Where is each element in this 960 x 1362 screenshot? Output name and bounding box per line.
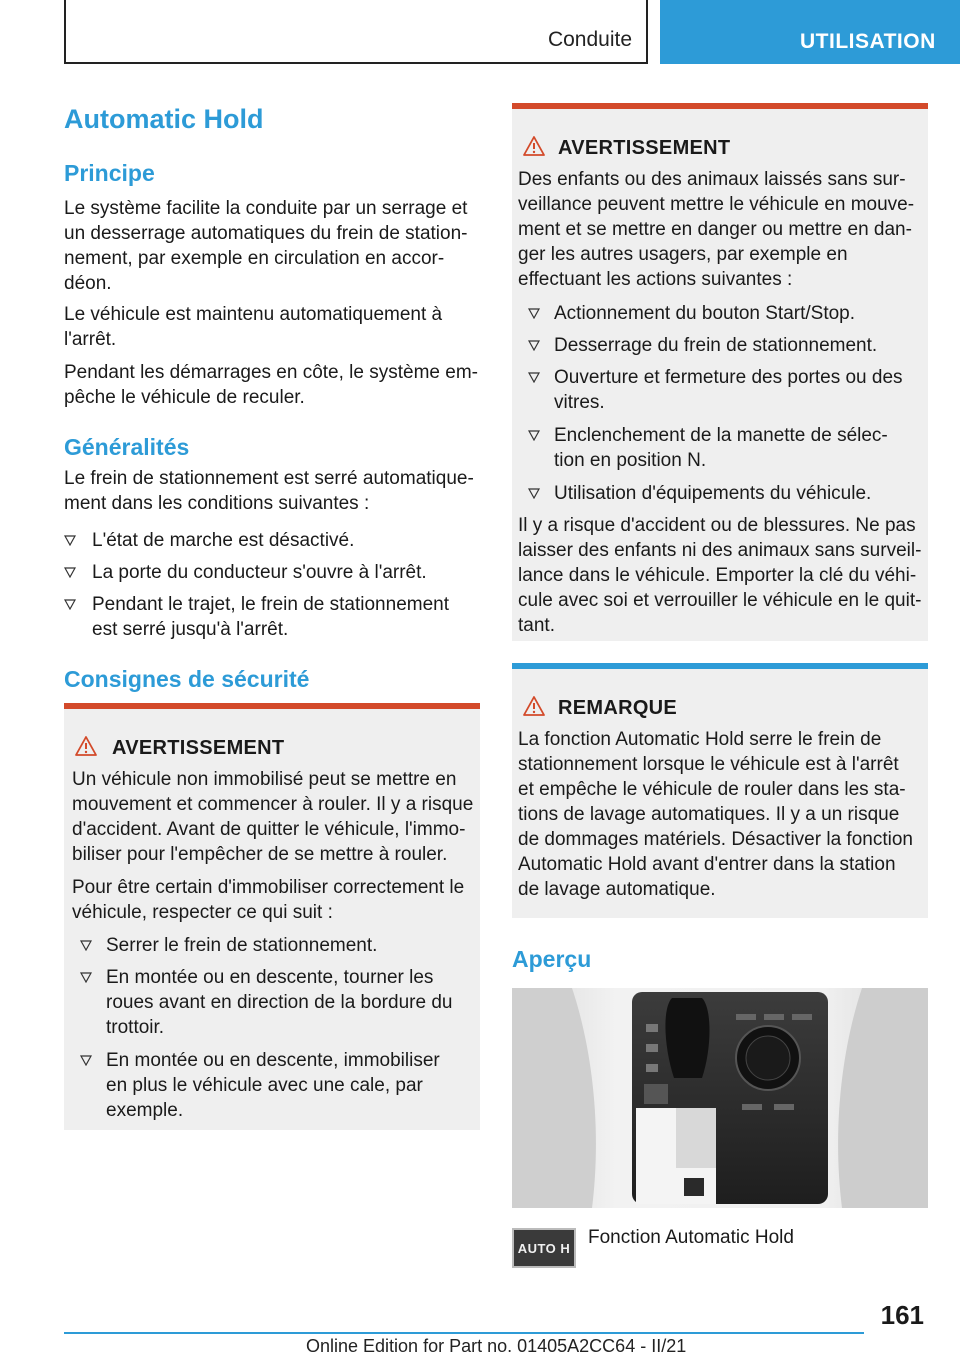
warning-paragraph-1 xyxy=(518,167,914,292)
page-title: Automatic Hold xyxy=(64,104,264,134)
text-line: ment et se mettre en danger ou mettre en dan- xyxy=(518,219,912,240)
list-item-text: exemple. xyxy=(106,1100,184,1121)
text-line: Pour être certain d'immobiliser correctement le xyxy=(72,877,465,898)
text-line: et empêche le véhicule de rouler dans les sta- xyxy=(518,779,906,800)
center-console-illustration xyxy=(512,988,928,1208)
list-item xyxy=(64,528,354,553)
text-line: cule avec soi et verrouiller le véhicule en le quit- xyxy=(518,590,922,611)
apercu-heading: Aperçu xyxy=(512,946,592,972)
text-line: tions de lavage automatiques. Il y a un risque xyxy=(518,804,900,825)
warning-paragraph-2 xyxy=(72,875,464,925)
text-line: Automatic Hold avant d'entrer dans la station xyxy=(518,854,896,875)
list-item xyxy=(80,933,377,958)
text-line: Le frein de stationnement est serré automatique- xyxy=(64,468,474,489)
list-item-text: est serré jusqu'à l'arrêt. xyxy=(92,619,289,640)
list-item-text: L'état de marche est désactivé. xyxy=(92,530,355,551)
text-line: Le véhicule est maintenu automatiquement à xyxy=(64,304,443,325)
list-item-text: En montée ou en descente, immobiliser xyxy=(106,1050,440,1071)
text-line: ger les autres usagers, par exemple en xyxy=(518,244,848,265)
list-item-text: tion en position N. xyxy=(554,450,707,471)
page-number: 161 xyxy=(880,1300,924,1330)
warning-paragraph-1 xyxy=(72,767,473,867)
note-title: REMARQUE xyxy=(558,697,678,719)
list-item-text: La porte du conducteur s'ouvre à l'arrêt. xyxy=(92,562,427,583)
triangle-bullet-icon xyxy=(528,371,540,383)
text-line: d'accident. Avant de quitter le véhicule, l'immo- xyxy=(72,819,466,840)
triangle-bullet-icon xyxy=(528,487,540,499)
list-item-text: Utilisation d'équipements du véhicule. xyxy=(554,483,872,504)
warning-triangle-icon xyxy=(522,695,546,717)
footer-divider xyxy=(64,1332,864,1334)
list-item xyxy=(528,365,903,415)
list-item-text: Ouverture et fermeture des portes ou des xyxy=(554,367,903,388)
text-line: La fonction Automatic Hold serre le frein de xyxy=(518,729,882,750)
auto-h-label: AUTO H xyxy=(517,1240,571,1256)
header-section-box xyxy=(64,0,648,64)
list-item-text: roues avant en direction de la bordure du xyxy=(106,992,453,1013)
list-item-text: vitres. xyxy=(554,392,605,413)
principe-paragraph-3 xyxy=(64,360,478,410)
text-line: effectuant les actions suivantes : xyxy=(518,269,793,290)
text-line: Pendant les démarrages en côte, le système em- xyxy=(64,362,478,383)
list-item xyxy=(528,481,871,506)
list-item xyxy=(528,333,877,358)
text-line: Des enfants ou des animaux laissés sans sur- xyxy=(518,169,906,190)
note-box xyxy=(512,663,928,918)
warning-box xyxy=(64,703,480,1130)
principe-paragraph-1 xyxy=(64,196,467,296)
list-item-text: Serrer le frein de stationnement. xyxy=(106,935,378,956)
text-line: de lavage automatique. xyxy=(518,879,716,900)
text-line: stationnement lorsque le véhicule est à l'arrêt xyxy=(518,754,899,775)
text-line: véhicule, respecter ce qui suit : xyxy=(72,902,333,923)
triangle-bullet-icon xyxy=(528,307,540,319)
warning-title: AVERTISSEMENT xyxy=(112,737,285,759)
text-line: laisser des enfants ni des animaux sans surveil- xyxy=(518,540,922,561)
text-line: Le système facilite la conduite par un serrage et xyxy=(64,198,468,219)
text-line: veillance peuvent mettre le véhicule en mouve- xyxy=(518,194,915,215)
text-line: lance dans le véhicule. Emporter la clé du véhi- xyxy=(518,565,917,586)
warning-paragraph-2 xyxy=(518,513,921,638)
footer-edition: Online Edition for Part no. 01405A2CC64 - II/21 xyxy=(306,1336,687,1356)
list-item-text: Desserrage du frein de stationnement. xyxy=(554,335,878,356)
text-line: déon. xyxy=(64,273,112,294)
triangle-bullet-icon xyxy=(528,339,540,351)
list-item xyxy=(80,1048,440,1123)
triangle-bullet-icon xyxy=(528,429,540,441)
list-item-text: trottoir. xyxy=(106,1017,165,1038)
text-line: tant. xyxy=(518,615,555,636)
text-line: de dommages matériels. Désactiver la fonction xyxy=(518,829,913,850)
auto-h-button-icon xyxy=(512,1228,576,1268)
generalites-intro xyxy=(64,466,474,516)
list-item-text: Pendant le trajet, le frein de stationnement xyxy=(92,594,450,615)
list-item-text: Actionnement du bouton Start/Stop. xyxy=(554,303,856,324)
list-item-text: Enclenchement de la manette de sélec- xyxy=(554,425,888,446)
note-paragraph xyxy=(518,727,913,902)
text-line: nement, par exemple en circulation en accor- xyxy=(64,248,445,269)
triangle-bullet-icon xyxy=(80,971,92,983)
list-item xyxy=(64,560,427,585)
triangle-bullet-icon xyxy=(80,1054,92,1066)
warning-triangle-icon xyxy=(522,135,546,157)
triangle-bullet-icon xyxy=(64,534,76,546)
text-line: mouvement et commencer à rouler. Il y a risque xyxy=(72,794,474,815)
warning-triangle-icon xyxy=(74,735,98,757)
text-line: un desserrage automatiques du frein de station- xyxy=(64,223,468,244)
header-chapter-box xyxy=(660,0,960,64)
header-section: Conduite xyxy=(547,28,632,51)
list-item xyxy=(64,592,449,642)
text-line: Un véhicule non immobilisé peut se mettre en xyxy=(72,769,457,790)
text-line: ment dans les conditions suivantes : xyxy=(64,493,370,514)
list-item xyxy=(80,965,452,1040)
text-line: l'arrêt. xyxy=(64,329,117,350)
text-line: Il y a risque d'accident ou de blessures. Ne pas xyxy=(518,515,916,536)
triangle-bullet-icon xyxy=(64,566,76,578)
figure-caption: Fonction Automatic Hold xyxy=(588,1227,794,1248)
center-console-photo xyxy=(512,988,928,1208)
list-item-text: en plus le véhicule avec une cale, par xyxy=(106,1075,423,1096)
warning-title: AVERTISSEMENT xyxy=(558,137,731,159)
principe-heading: Principe xyxy=(64,160,155,186)
list-item xyxy=(528,301,855,326)
list-item xyxy=(528,423,888,473)
principe-paragraph-2 xyxy=(64,302,442,352)
consignes-heading: Consignes de sécurité xyxy=(64,666,310,692)
generalites-heading: Généralités xyxy=(64,434,190,460)
triangle-bullet-icon xyxy=(80,939,92,951)
list-item-text: En montée ou en descente, tourner les xyxy=(106,967,434,988)
text-line: biliser pour l'empêcher de se mettre à rouler. xyxy=(72,844,448,865)
warning-box-children xyxy=(512,103,928,641)
triangle-bullet-icon xyxy=(64,598,76,610)
header-chapter: UTILISATION xyxy=(800,30,936,53)
text-line: pêche le véhicule de reculer. xyxy=(64,387,305,408)
